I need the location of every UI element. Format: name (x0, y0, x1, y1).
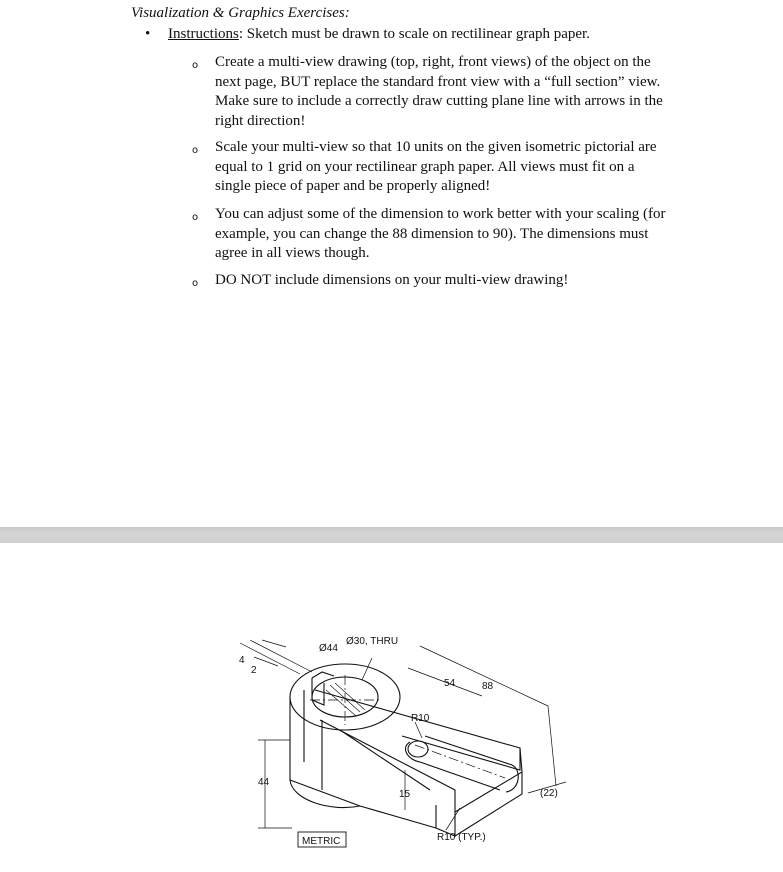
instructions-text: : Sketch must be drawn to scale on rectilinear graph paper. (238, 26, 590, 42)
page-title: Visualization & Graphics Exercises: (131, 5, 350, 21)
sub-item-marker: o (192, 145, 199, 156)
dim-2: 2 (251, 665, 257, 676)
dim-4: 4 (239, 655, 245, 666)
instructions-line (168, 26, 590, 43)
isometric-drawing (0, 543, 783, 867)
sub-item-text: Create a multi-view drawing (top, right, front views) of the object on the next page, BUT replace the standard front view with a “full section” view. Make sure to include a correctly draw cutting plane line with arrows in the right direction! (215, 54, 663, 129)
dim-outer-diameter: Ø44 (319, 643, 338, 654)
metric-label: METRIC (302, 836, 341, 847)
dim-hole-diameter: Ø30, THRU (346, 636, 399, 647)
dim-r10: R10 (411, 713, 430, 724)
dim-15: 15 (399, 789, 411, 800)
sub-item-text: DO NOT include dimensions on your multi-view drawing! (215, 272, 569, 288)
document-page-2 (0, 543, 783, 867)
sub-item-text: You can adjust some of the dimension to work better with your scaling (for example, you can change the 88 dimension to 90). The dimensions must agree in all views though. (215, 206, 666, 261)
dim-r10-typ: R10 (TYP.) (437, 832, 486, 843)
dim-22: (22) (540, 788, 558, 799)
sub-item-marker: o (192, 60, 199, 71)
sub-item-marker: o (192, 278, 199, 289)
dim-44: 44 (258, 777, 270, 788)
dim-54: 54 (444, 678, 456, 689)
page-separator (0, 527, 783, 543)
bullet-marker: • (145, 26, 151, 42)
sub-item-marker: o (192, 212, 199, 223)
dim-88: 88 (482, 681, 494, 692)
instructions-label: Instructions (168, 26, 239, 42)
sub-item-text: Scale your multi-view so that 10 units on the given isometric pictorial are equal to 1 grid on your rectilinear graph paper. All views must fit on a single piece of paper and be properly aligned! (215, 139, 657, 194)
